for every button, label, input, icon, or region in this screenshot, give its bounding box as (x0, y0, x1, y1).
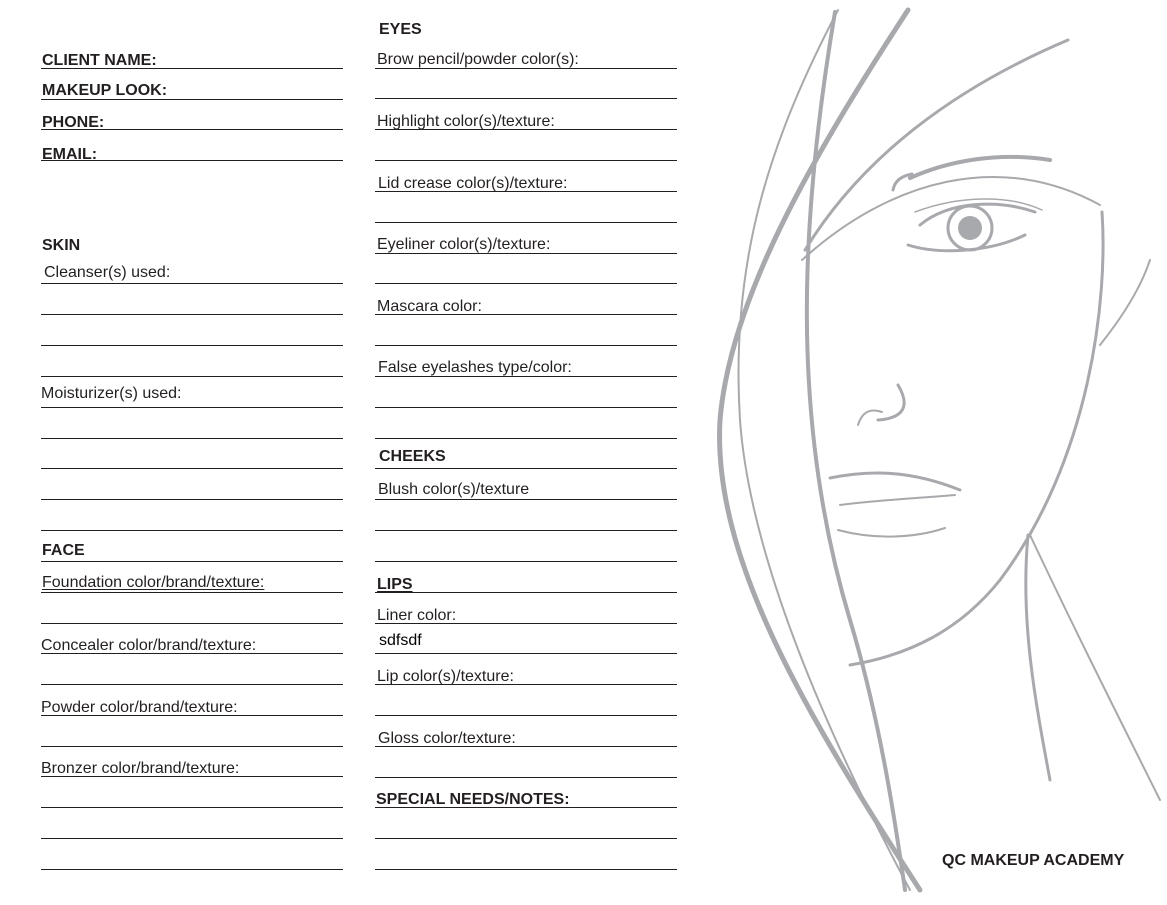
lip-color-label: Lip color(s)/texture: (377, 668, 514, 685)
eyeliner-label: Eyeliner color(s)/texture: (377, 236, 551, 253)
email-label: EMAIL: (42, 146, 98, 163)
phone-label: PHONE: (42, 114, 105, 131)
moisturizer-field-2[interactable] (41, 438, 343, 439)
cleanser-field-2[interactable] (41, 314, 343, 315)
gloss-field-2[interactable] (375, 777, 677, 778)
bronzer-label: Bronzer color/brand/texture: (41, 760, 240, 777)
blush-field-3[interactable] (375, 561, 677, 562)
moisturizer-field-1[interactable] (41, 407, 343, 408)
cheeks-heading: CHEEKS (379, 448, 446, 465)
makeup-look-field[interactable] (41, 99, 343, 100)
liner-color-value[interactable]: sdfsdf (379, 632, 422, 649)
bronzer-field-1[interactable] (41, 776, 343, 777)
notes-field-1[interactable] (375, 807, 677, 808)
cleanser-field-1[interactable] (41, 283, 343, 284)
false-eyelashes-field-1[interactable] (375, 376, 677, 377)
moisturizer-label: Moisturizer(s) used: (41, 385, 182, 402)
email-field[interactable] (41, 160, 343, 161)
lid-crease-field-2[interactable] (375, 222, 677, 223)
brow-field-1[interactable] (375, 68, 677, 69)
notes-field-2[interactable] (375, 838, 677, 839)
lips-heading-rule (375, 592, 677, 593)
powder-field-2[interactable] (41, 746, 343, 747)
moisturizer-field-3[interactable] (41, 468, 343, 469)
liner-color-label: Liner color: (377, 607, 457, 624)
lips-heading: LIPS (377, 576, 413, 593)
gloss-label: Gloss color/texture: (378, 730, 516, 747)
lip-color-field-1[interactable] (375, 684, 677, 685)
blush-field-1[interactable] (375, 499, 677, 500)
false-eyelashes-field-3[interactable] (375, 438, 677, 439)
highlight-field-1[interactable] (375, 129, 677, 130)
face-heading: FACE (42, 542, 85, 559)
bronzer-field-3[interactable] (41, 838, 343, 839)
blush-field-2[interactable] (375, 530, 677, 531)
false-eyelashes-field-2[interactable] (375, 407, 677, 408)
face-illustration (690, 0, 1167, 905)
special-notes-heading: SPECIAL NEEDS/NOTES: (376, 791, 570, 808)
client-name-field[interactable] (41, 68, 343, 69)
moisturizer-field-5[interactable] (41, 530, 343, 531)
lid-crease-field-1[interactable] (375, 191, 677, 192)
cleanser-field-4[interactable] (41, 376, 343, 377)
bronzer-field-4[interactable] (41, 869, 343, 870)
cleanser-field-3[interactable] (41, 345, 343, 346)
concealer-field-2[interactable] (41, 684, 343, 685)
cheeks-heading-rule (375, 468, 677, 469)
face-heading-rule (41, 561, 343, 562)
highlight-field-2[interactable] (375, 160, 677, 161)
brand-name: QC MAKEUP ACADEMY (942, 852, 1125, 869)
liner-color-rule (375, 623, 677, 624)
moisturizer-field-4[interactable] (41, 499, 343, 500)
notes-field-3[interactable] (375, 869, 677, 870)
false-eyelashes-label: False eyelashes type/color: (378, 359, 572, 376)
brow-field-2[interactable] (375, 98, 677, 99)
powder-field-1[interactable] (41, 715, 343, 716)
mascara-field-2[interactable] (375, 345, 677, 346)
powder-label: Powder color/brand/texture: (41, 699, 238, 716)
foundation-label: Foundation color/brand/texture: (42, 574, 265, 591)
makeup-look-label: MAKEUP LOOK: (42, 82, 168, 99)
concealer-label: Concealer color/brand/texture: (41, 637, 257, 654)
concealer-field-1[interactable] (41, 653, 343, 654)
brow-label: Brow pencil/powder color(s): (377, 51, 579, 68)
liner-color-field[interactable] (375, 653, 677, 654)
lid-crease-label: Lid crease color(s)/texture: (378, 175, 568, 192)
phone-field[interactable] (41, 129, 343, 130)
lip-color-field-2[interactable] (375, 715, 677, 716)
gloss-field-1[interactable] (375, 746, 677, 747)
eyes-heading: EYES (379, 21, 422, 38)
highlight-label: Highlight color(s)/texture: (377, 113, 555, 130)
foundation-field-2[interactable] (41, 623, 343, 624)
client-name-label: CLIENT NAME: (42, 52, 157, 69)
cleanser-label: Cleanser(s) used: (44, 264, 171, 281)
foundation-field-1[interactable] (41, 592, 343, 593)
mascara-label: Mascara color: (377, 298, 482, 315)
eyeliner-field-1[interactable] (375, 253, 677, 254)
mascara-field-1[interactable] (375, 314, 677, 315)
blush-label: Blush color(s)/texture (378, 481, 530, 498)
eyeliner-field-2[interactable] (375, 283, 677, 284)
skin-heading: SKIN (42, 237, 81, 254)
bronzer-field-2[interactable] (41, 807, 343, 808)
